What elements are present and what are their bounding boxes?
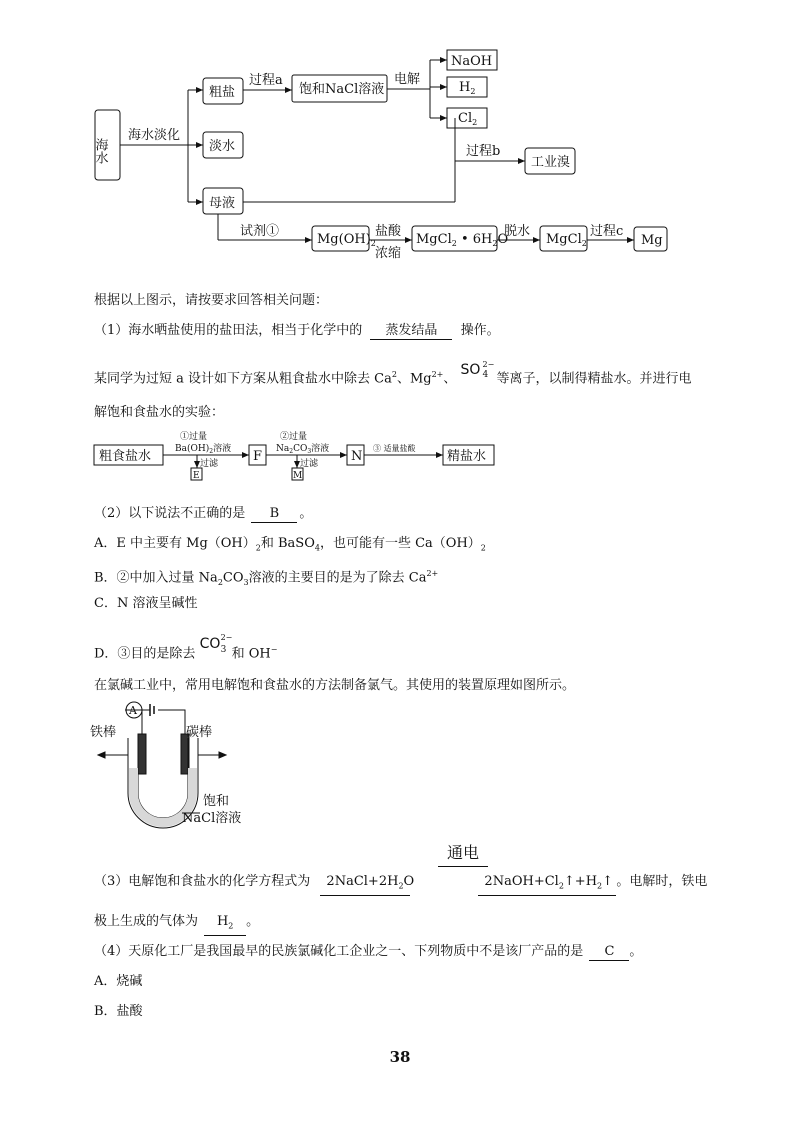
optD-sup: − xyxy=(270,645,278,654)
label-cl2: $Cl_2$ xyxy=(458,111,478,127)
question-1 xyxy=(94,322,500,340)
label-crude-salt: 粗盐 xyxy=(209,85,236,100)
optA-text2: 和 BaSO xyxy=(260,536,315,551)
q4-option-b: B．盐酸 xyxy=(94,1004,143,1019)
label-step2-reagent: $Na_2CO_3$溶液 xyxy=(276,444,330,455)
iron-rod-label: 铁棒 xyxy=(90,725,117,740)
label-pure-brine: 精盐水 xyxy=(447,449,487,464)
question-2 xyxy=(94,505,312,523)
question-4 xyxy=(94,943,642,961)
q4-text: （4）天原化工厂是我国最早的民族氯碱化工企业之一、下列物质中不是该厂产品的是 xyxy=(94,944,584,959)
q2-tail: 。 xyxy=(299,506,313,521)
label-fresh-water: 淡水 xyxy=(209,139,236,154)
carbonate-charge: 2− xyxy=(220,633,233,642)
ammeter-label: A xyxy=(129,704,137,717)
electrolysis-apparatus xyxy=(90,698,310,833)
label-n: N xyxy=(351,449,363,464)
para1-text3: 、 xyxy=(443,371,457,387)
q4-tail: 。 xyxy=(629,944,643,959)
q3-line2: 极上生成的气体为 xyxy=(94,914,199,929)
optB-sup: 2+ xyxy=(426,569,439,578)
label-process-c: 过程c xyxy=(590,224,624,239)
seawater-flow-diagram xyxy=(0,0,800,270)
label-crude-brine: 粗食盐水 xyxy=(99,449,152,464)
optB-sub2: 3 xyxy=(243,577,249,587)
q3-tail: 。电解时，铁电 xyxy=(616,874,708,889)
carbonate-subscript: 3 xyxy=(220,645,227,655)
sulfate-symbol: SO xyxy=(460,362,481,378)
paragraph-2: 在氯碱工业中，常用电解饱和食盐水的方法制备氯气。其使用的装置原理如图所示。 xyxy=(94,678,576,693)
label-mg: Mg xyxy=(641,233,663,248)
optA-text1: A．E 中主要有 Mg（OH） xyxy=(94,536,256,551)
q1-tail: 操作。 xyxy=(460,323,500,338)
optA-text3: ，也可能有一些 Ca（OH） xyxy=(319,536,481,551)
para1-text2: 、Mg xyxy=(396,371,432,387)
label-mgoh2: $Mg(OH)_2$ xyxy=(317,232,376,248)
para1-sup1: 2 xyxy=(391,370,397,379)
optA-sub2: 4 xyxy=(314,543,320,553)
optD-text2: 和 OH xyxy=(231,646,271,662)
iron-electrode xyxy=(138,734,146,774)
label-sea-1: 海水 xyxy=(92,138,108,164)
paragraph-1 xyxy=(94,360,692,388)
q2-text: （2）以下说法不正确的是 xyxy=(94,506,246,521)
q1-answer: 蒸发结晶 xyxy=(370,323,452,340)
optB-text2: CO xyxy=(222,570,244,586)
paragraph-1-cont: 解饱和食盐水的实验： xyxy=(94,405,225,420)
para1-text1: 某同学为过短 a 设计如下方案从粗食盐水中除去 Ca xyxy=(94,371,392,387)
q2-answer: B xyxy=(251,506,297,523)
label-step3: ③ 适量盐酸 xyxy=(373,444,416,453)
electrolysis-condition: 通电 xyxy=(438,842,488,867)
para1-sup2: 2+ xyxy=(431,370,444,379)
q3-text: （3）电解饱和食盐水的化学方程式为 xyxy=(94,874,311,889)
label-hcl: 盐酸 xyxy=(375,224,402,239)
label-process-b: 过程b xyxy=(466,144,501,159)
optD-text1: D．③目的是除去 xyxy=(94,646,196,662)
label-step1-filter: 过滤 xyxy=(200,459,219,469)
question-3 xyxy=(94,873,707,896)
q1-text: （1）海水晒盐使用的盐田法，相当于化学中的 xyxy=(94,323,363,338)
q3-line2-tail: 。 xyxy=(246,914,260,929)
label-m: M xyxy=(293,471,303,481)
label-naoh: NaOH xyxy=(451,54,493,69)
option-d xyxy=(94,633,278,663)
q3-products: $2NaOH+Cl_2↑+H_2↑$ xyxy=(478,874,616,896)
saturated-label: 饱和 xyxy=(203,794,230,809)
option-b xyxy=(94,565,438,592)
q3-gas-answer: $H_2$ xyxy=(204,914,246,936)
label-electrolysis: 电解 xyxy=(394,72,421,87)
carbon-rod-label: 碳棒 xyxy=(186,725,213,740)
label-step1-reagent: $Ba(OH)_2$溶液 xyxy=(175,444,232,455)
optB-text3: 溶液的主要目的是为了除去 Ca xyxy=(248,570,427,586)
label-step1-top: ①过量 xyxy=(180,432,208,442)
label-nacl-solution: 饱和NaCl溶液 xyxy=(299,82,385,97)
carbonate-symbol: CO xyxy=(199,636,221,652)
label-f: F xyxy=(253,449,263,464)
brine-purification-diagram xyxy=(0,426,800,486)
sulfate-charge: 2− xyxy=(482,360,495,369)
label-reagent1: 试剂① xyxy=(240,224,280,239)
carbonate-ion xyxy=(199,633,233,659)
label-h2: $H_2$ xyxy=(459,80,476,96)
question-3-cont xyxy=(94,913,259,936)
optA-sub3: 2 xyxy=(480,543,486,553)
label-mgcl2: MgCl$_2$ xyxy=(546,232,587,248)
option-a xyxy=(94,535,486,558)
para1-text4: 等离子，以制得精盐水。并进行电 xyxy=(496,371,692,387)
q3-reactants: $2NaCl+2H_2O$ xyxy=(320,874,410,896)
optA-sub1: 2 xyxy=(255,543,261,553)
label-mgcl2-hydrate: MgCl$_2$ • $6H_2O$ xyxy=(416,232,509,248)
label-mother-liquor: 母液 xyxy=(209,196,236,211)
nacl-solution-label: NaCl溶液 xyxy=(182,811,242,826)
label-step2-top: ②过量 xyxy=(280,432,308,442)
page-number: 38 xyxy=(389,1048,411,1066)
label-bromine: 工业溴 xyxy=(531,155,571,170)
label-dehydrate: 脱水 xyxy=(504,224,531,239)
label-desalination: 海水淡化 xyxy=(128,128,181,143)
sulfate-subscript: 4 xyxy=(482,370,489,380)
label-step2-filter: 过滤 xyxy=(300,459,319,469)
optB-sub1: 2 xyxy=(217,577,223,587)
q4-option-a: A．烧碱 xyxy=(94,974,143,989)
intro-line: 根据以上图示，请按要求回答相关问题： xyxy=(94,293,329,308)
option-c: C．N 溶液呈碱性 xyxy=(94,596,198,611)
label-process-a: 过程a xyxy=(249,73,283,88)
q4-answer: C xyxy=(589,944,629,961)
sulfate-ion xyxy=(460,360,497,384)
optB-text1: B．②中加入过量 Na xyxy=(94,570,218,586)
label-e: E xyxy=(193,471,200,481)
label-concentrate: 浓缩 xyxy=(375,246,402,261)
